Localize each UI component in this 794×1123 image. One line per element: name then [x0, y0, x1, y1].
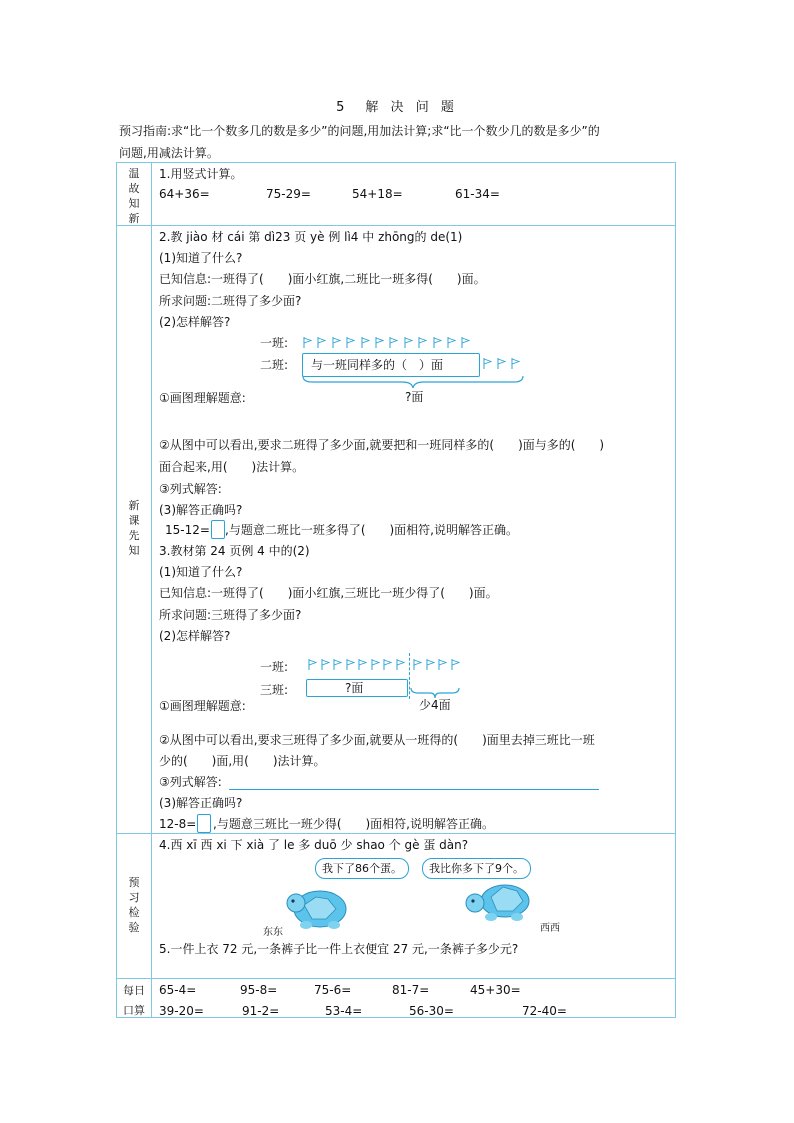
- flag-icon: [418, 337, 427, 348]
- flag-icon: [451, 659, 460, 670]
- column-divider: [151, 163, 152, 1017]
- practice-question-4: 4.西 xī 西 xi 下 xià 了 le 多 duō 少 shao 个 gè 蛋 dàn?: [159, 838, 469, 852]
- flag-icon: [511, 358, 520, 369]
- flag-icon: [333, 659, 342, 670]
- diagram1-class1-label: 一班:: [260, 336, 289, 350]
- flag-icon: [361, 337, 370, 348]
- example2-how: (2)怎样解答?: [159, 629, 231, 643]
- row-divider: [117, 978, 675, 979]
- flag-icon: [317, 337, 326, 348]
- answer-box[interactable]: [197, 814, 211, 833]
- example2-heading: 3.教材第 24 页例 4 中的(2): [159, 544, 310, 558]
- flag-icon: [358, 659, 367, 670]
- flag-icon: [404, 337, 413, 348]
- flag-icon: [308, 659, 317, 670]
- example1-step3: ③列式解答:: [159, 482, 222, 496]
- example1-step2-cont: 面合起来,用( )法计算。: [159, 460, 305, 474]
- example2-know: (1)知道了什么?: [159, 565, 243, 579]
- flag-icon: [371, 659, 380, 670]
- turtle-left-name: 东东: [263, 927, 283, 938]
- example1-heading: 2.教 jiào 材 cái 第 dì23 页 yè 例 lì4 中 zhōng的 de(1): [159, 230, 463, 244]
- section-label-daily: 每日口算: [123, 984, 145, 1017]
- diagram2-class1-label: 一班:: [260, 660, 289, 674]
- speech-bubble-left: 我下了86个蛋。: [315, 858, 409, 879]
- flag-icon: [389, 337, 398, 348]
- section-label-check: 预习检验: [128, 876, 140, 934]
- review-question: 1.用竖式计算。: [159, 167, 243, 181]
- answer-box[interactable]: [211, 520, 225, 539]
- flag-icon: [321, 659, 330, 670]
- diagram1-total-label: ?面: [405, 390, 424, 404]
- review-expr: 64+36=: [159, 187, 210, 201]
- flag-icon: [497, 358, 506, 369]
- turtle-right-illustration: [465, 875, 541, 925]
- review-expr: 54+18=: [352, 187, 403, 201]
- flag-icon: [346, 659, 355, 670]
- daily-expr: 81-7=: [392, 983, 430, 997]
- flag-icon: [303, 337, 312, 348]
- daily-expr: 53-4=: [325, 1004, 363, 1018]
- page-title: 5 解 决 问 题: [336, 100, 458, 115]
- diagram2-class3-label: 三班:: [260, 683, 289, 697]
- flag-icon: [426, 659, 435, 670]
- example1-given: 已知信息:一班得了( )面小红旗,二班比一班多得( )面。: [159, 272, 486, 286]
- example2-step1: ①画图理解题意:: [159, 699, 246, 713]
- flag-icon: [396, 659, 405, 670]
- flag-icon: [383, 659, 392, 670]
- daily-expr: 65-4=: [159, 983, 197, 997]
- intro-line-2: 问题,用减法计算。: [119, 146, 219, 160]
- example1-know: (1)知道了什么?: [159, 251, 243, 265]
- flag-icon: [447, 337, 456, 348]
- speech-bubble-right: 我比你多下了9个。: [422, 858, 531, 879]
- flag-icon: [483, 358, 492, 369]
- daily-expr: 95-8=: [240, 983, 278, 997]
- answer-line[interactable]: [229, 789, 599, 790]
- flag-icon: [438, 659, 447, 670]
- diagram1-total-brace: [302, 375, 524, 389]
- daily-expr: 39-20=: [159, 1004, 204, 1018]
- daily-expr: 72-40=: [522, 1004, 567, 1018]
- example2-check-text: ,与题意三班比一班少得( )面相符,说明解答正确。: [213, 817, 494, 831]
- example2-step2-cont: 少的( )面,用( )法计算。: [159, 754, 326, 768]
- practice-question-5: 5.一件上衣 72 元,一条裤子比一件上衣便宜 27 元,一条裤子多少元?: [159, 942, 519, 956]
- diagram1-same-box-label: 与一班同样多的（ ）面: [311, 358, 444, 372]
- row-divider: [117, 833, 675, 834]
- turtle-left-illustration: [282, 875, 352, 933]
- daily-expr: 56-30=: [409, 1004, 454, 1018]
- example1-how: (2)怎样解答?: [159, 315, 231, 329]
- example2-check-question: (3)解答正确吗?: [159, 796, 243, 810]
- flag-icon: [346, 337, 355, 348]
- diagram2-total-label: ?面: [345, 681, 364, 695]
- example2-given: 已知信息:一班得了( )面小红旗,三班比一班少得了( )面。: [159, 586, 498, 600]
- daily-expr: 45+30=: [470, 983, 521, 997]
- review-expr: 61-34=: [455, 187, 500, 201]
- flag-icon: [461, 337, 470, 348]
- example2-ask: 所求问题:三班得了多少面?: [159, 608, 302, 622]
- diagram1-class2-label: 二班:: [260, 358, 289, 372]
- section-label-newlesson: 新课先知: [128, 499, 140, 557]
- flag-icon: [413, 659, 422, 670]
- example1-check-text: ,与题意二班比一班多得了( )面相符,说明解答正确。: [225, 523, 518, 537]
- intro-line-1: 预习指南:求“比一个数多几的数是多少”的问题,用加法计算;求“比一个数少几的数是多少”的: [119, 124, 600, 138]
- example1-step1: ①画图理解题意:: [159, 391, 246, 405]
- diagram1-same-box: [302, 353, 480, 377]
- example1-check-question: (3)解答正确吗?: [159, 503, 243, 517]
- flag-icon: [375, 337, 384, 348]
- flag-icon: [433, 337, 442, 348]
- daily-expr: 75-6=: [314, 983, 352, 997]
- row-divider: [117, 225, 675, 226]
- example2-step2: ②从图中可以看出,要求三班得了多少面,就要从一班得的( )面里去掉三班比一班: [159, 733, 595, 747]
- example1-ask: 所求问题:二班得了多少面?: [159, 294, 302, 308]
- example2-check-expr: 12-8=: [159, 817, 197, 831]
- diagram2-class3-box: [306, 679, 408, 697]
- example2-step3: ③列式解答:: [159, 775, 222, 789]
- section-label-review: 温故知新: [128, 167, 140, 225]
- review-expr: 75-29=: [266, 187, 311, 201]
- daily-expr: 91-2=: [242, 1004, 280, 1018]
- example1-step2: ②从图中可以看出,要求二班得了多少面,就要把和一班同样多的( )面与多的( ): [159, 438, 605, 452]
- example1-check-expr: 15-12=: [165, 523, 210, 537]
- diagram2-less-label: 少4面: [419, 698, 451, 712]
- worksheet-table: [116, 162, 676, 1018]
- flag-icon: [332, 337, 341, 348]
- turtle-right-name: 西西: [540, 923, 560, 934]
